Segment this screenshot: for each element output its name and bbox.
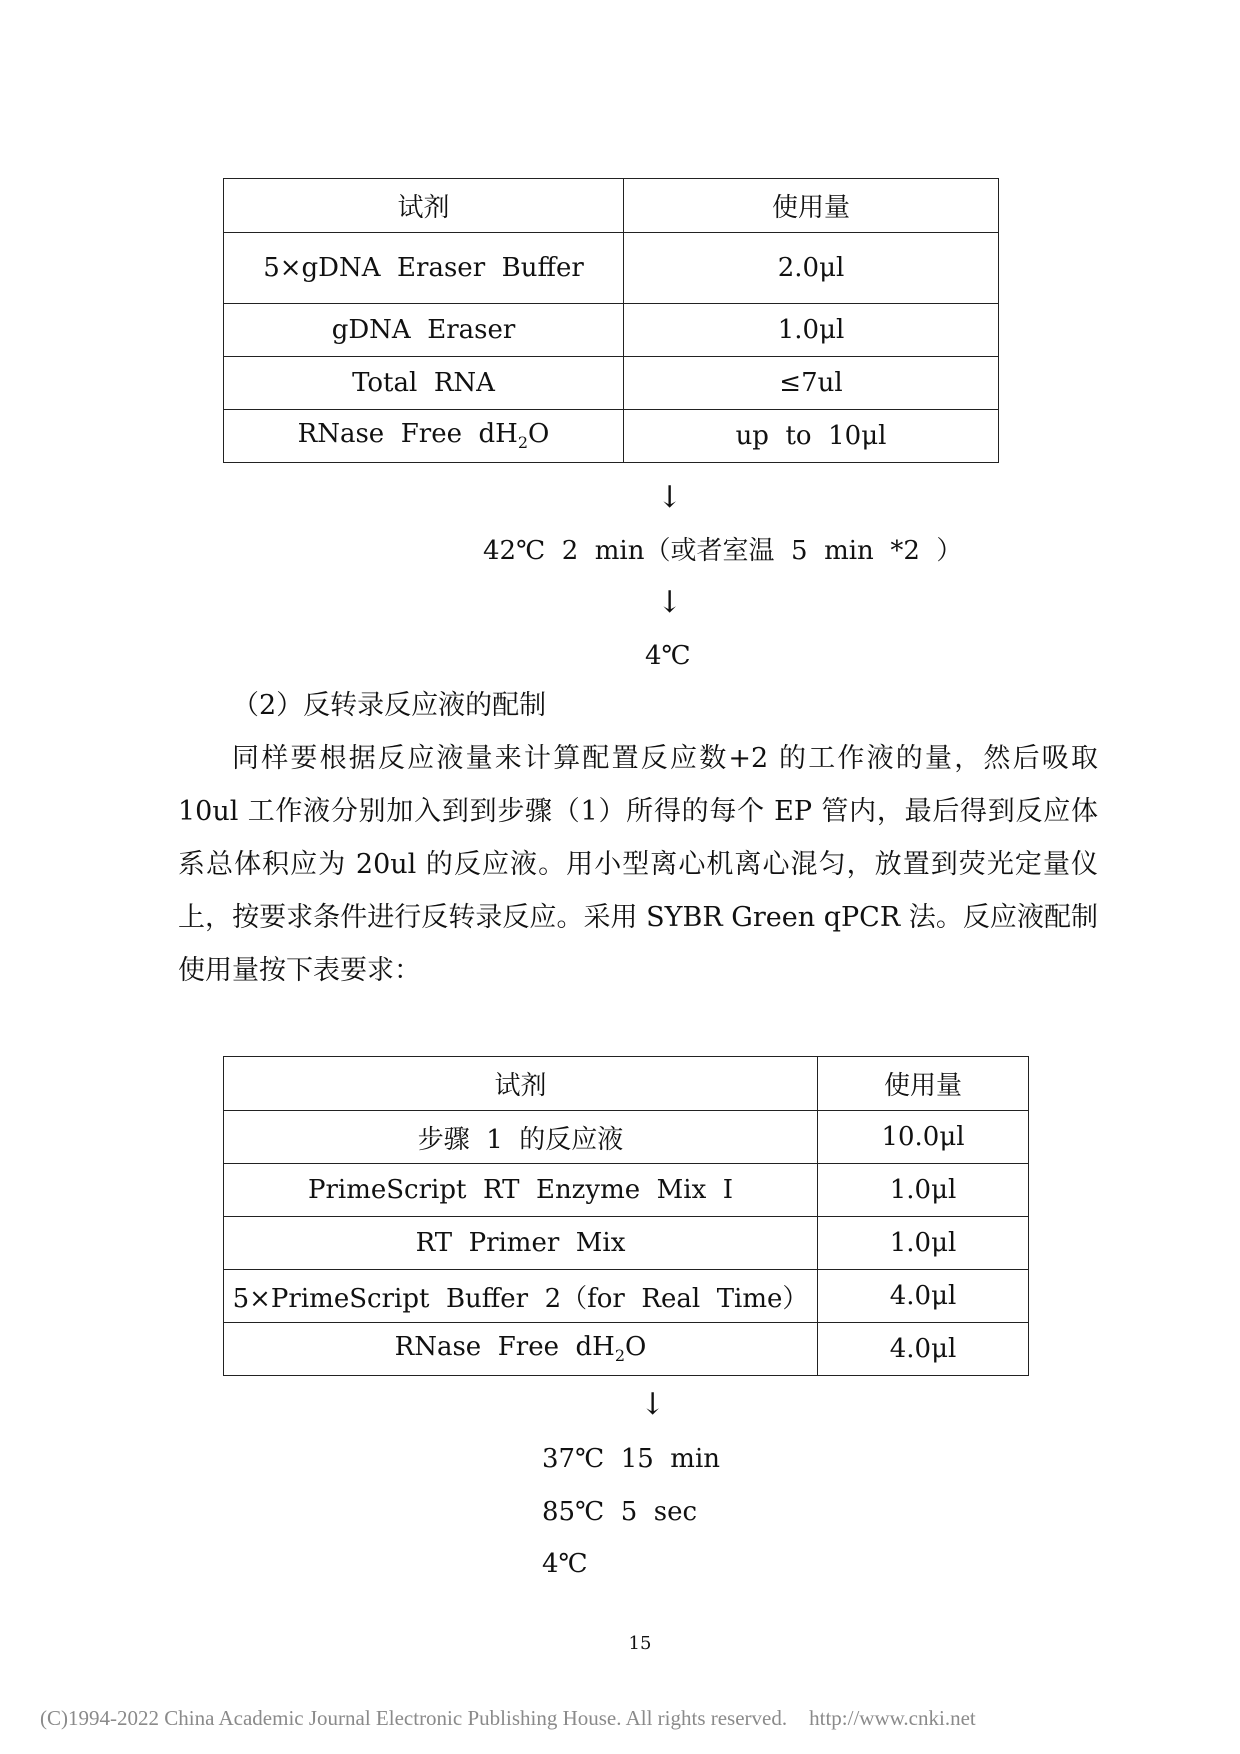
table-row	[224, 1111, 1029, 1164]
reagent-text-suffix: O	[528, 419, 550, 450]
subscript: 2	[517, 433, 529, 453]
reagent-cell: RT Primer Mix	[224, 1217, 818, 1270]
page-number: 15	[628, 1633, 652, 1654]
amount-cell: 10.0μl	[818, 1111, 1029, 1164]
reagent-cell: 5×PrimeScript Buffer 2（for Real Time）	[224, 1270, 818, 1323]
amount-cell: 1.0μl	[818, 1164, 1029, 1217]
reagent-text-suffix: O	[625, 1332, 647, 1363]
reagent-text: RNase Free dH	[297, 419, 518, 450]
amount-cell: 1.0μl	[818, 1217, 1029, 1270]
incubation-step: 42℃ 2 min（或者室温 5 min *2 ）	[483, 536, 963, 566]
down-arrow-icon: ↓	[657, 585, 683, 620]
table-row	[224, 1323, 1029, 1376]
hold-step: 4℃	[645, 641, 691, 671]
table-row	[224, 233, 999, 304]
table-row	[224, 304, 999, 357]
copyright-footer	[40, 1708, 976, 1729]
reagent-cell: PrimeScript RT Enzyme Mix I	[224, 1164, 818, 1217]
footer-link[interactable]: http://www.cnki.net	[809, 1706, 976, 1730]
table-header-row	[224, 1057, 1029, 1111]
header-amount: 使用量	[818, 1057, 1029, 1111]
reagent-cell	[224, 1323, 818, 1376]
reagent-text: RNase Free dH	[394, 1332, 615, 1363]
amount-cell: 1.0μl	[624, 304, 999, 357]
table-row	[224, 1164, 1029, 1217]
reagent-cell: 步骤 1 的反应液	[224, 1111, 818, 1164]
header-reagent: 试剂	[224, 179, 624, 233]
copyright-text: (C)1994-2022 China Academic Journal Electronic Publishing House. All rights reserved.	[40, 1706, 788, 1730]
table-header-row	[224, 179, 999, 233]
table-row	[224, 1217, 1029, 1270]
down-arrow-icon: ↓	[657, 480, 683, 515]
header-amount: 使用量	[624, 179, 999, 233]
hold-step: 4℃	[542, 1549, 588, 1579]
reagent-cell: 5×gDNA Eraser Buffer	[224, 233, 624, 304]
table-row	[224, 357, 999, 410]
incubation-step-2: 85℃ 5 sec	[542, 1497, 698, 1527]
reagent-cell: gDNA Eraser	[224, 304, 624, 357]
reagent-table-1	[223, 178, 999, 463]
reagent-cell	[224, 410, 624, 463]
body-paragraph: 同样要根据反应液量来计算配置反应数+2 的工作液的量，然后吸取 10ul 工作液分别加入到到步骤（1）所得的每个 EP 管内，最后得到反应体系总体积应为 20ul 的反应液。用小型离心机离心混匀，放置到荧光定量仪上，按要求条件进行反转录反应。采用 SYBR Green qPCR 法。反应液配制使用量按下表要求：	[178, 743, 1098, 986]
table-row	[224, 1270, 1029, 1323]
incubation-step-1: 37℃ 15 min	[542, 1444, 721, 1474]
amount-cell: ≤7ul	[624, 357, 999, 410]
table-row	[224, 410, 999, 463]
subscript: 2	[614, 1346, 626, 1366]
section-heading: （2）反转录反应液的配制	[232, 690, 547, 721]
reagent-cell: Total RNA	[224, 357, 624, 410]
amount-cell: 4.0μl	[818, 1270, 1029, 1323]
amount-cell: 2.0μl	[624, 233, 999, 304]
amount-cell: up to 10μl	[624, 410, 999, 463]
reagent-table-2	[223, 1056, 1029, 1376]
header-reagent: 试剂	[224, 1057, 818, 1111]
amount-cell: 4.0μl	[818, 1323, 1029, 1376]
down-arrow-icon: ↓	[640, 1387, 666, 1422]
